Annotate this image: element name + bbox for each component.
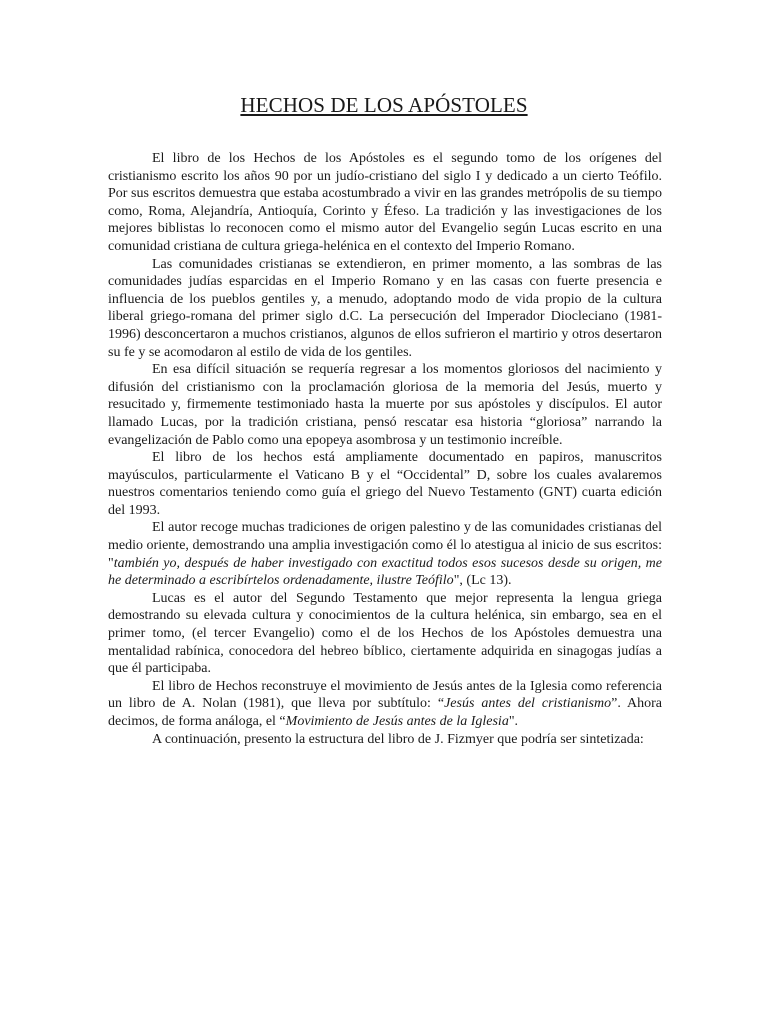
paragraph-8: A continuación, presento la estructura del libro de J. Fizmyer que podría ser sintetizada: (152, 731, 644, 747)
paragraph-2: Las comunidades cristianas se extendieron, en primer momento, a las sombras de las comunidades judías esparcidas en el Imperio Romano y en las casas con fuerte presencia e influencia de los pueblos gentiles y, a menudo, adoptando modo de vida propio de la cultura liberal griego-romana del primer siglo d.C. La persecución del Imperador Diocleciano (1981-1996) desconcertaron a muchos cristianos, algunos de ellos sufrieron el martirio y otros desertaron su fe y se acomodaron al estilo de vida de los gentiles. (108, 256, 662, 360)
paragraph-5-citation: ", (Lc 13). (453, 573, 512, 589)
paragraph-5-text: El autor recoge muchas tradiciones de origen palestino y de las comunidades cristianas del medio oriente, demostrando una amplia investigación como él lo atestigua al inicio de sus escritos: " (108, 520, 662, 571)
paragraph-6: Lucas es el autor del Segundo Testamento que mejor representa la lengua griega demostrando su elevada cultura y conocimientos de la cultura helénica, sin embargo, sea en el primer tomo, (el tercer Evangelio) como el de los Hechos de los Apóstoles demuestra una mentalidad rabínica, conocedora del hebreo bíblico, ciertamente adquirida en sinagogas judías a que él participaba. (108, 590, 662, 677)
quotation-italic: también yo, después de haber investigado con exactitud todos esos sucesos desde su origen, me he determinado a escribírtelos ordenadamente, ilustre Teófilo (108, 555, 662, 589)
paragraph-1: El libro de los Hechos de los Apóstoles es el segundo tomo de los orígenes del cristianismo escrito los años 90 por un judío-cristiano del siglo I y dedicado a un cierto Teófilo. Por sus escritos demuestra que estaba acostumbrado a vivir en las grandes metrópolis de su tiempo como, Roma, Alejandría, Antioquía, Corinto y Éfeso. La tradición y las investigaciones de los mejores biblistas lo reconocen como el mismo autor del Evangelio según Lucas escrito en una comunidad cristiana de cultura griega-helénica en el contexto del Imperio Romano. (108, 151, 662, 254)
paragraph-7-end: ". (508, 714, 519, 729)
paragraph-7-text: El libro de Hechos reconstruye el movimiento de Jesús antes de la Iglesia como referencia un libro de A. Nolan (1981), que lleva por subtítulo: “ (108, 678, 662, 712)
paragraph-4: El libro de los hechos está ampliamente documentado en papiros, manuscritos mayúsculos, particularmente el Vaticano B y el “Occidental” D, sobre los cuales avalaremos nuestros comentarios teniendo como guía el griego del Nuevo Testamento (GNT) cuarta edición del 1993. (108, 450, 662, 518)
analogy-italic: Movimiento de Jesús antes de la Iglesia (285, 714, 509, 729)
paragraph-7-middle: ”. Ahora decimos, de forma análoga, el “ (108, 696, 662, 729)
paragraph-7 (108, 678, 662, 731)
document-title: HECHOS DE LOS APÓSTOLES (240, 93, 528, 117)
subtitle-italic: Jesús antes del cristianismo (444, 696, 612, 712)
paragraph-5 (108, 519, 662, 589)
paragraph-3: En esa difícil situación se requería regresar a los momentos gloriosos del nacimiento y difusión del cristianismo con la proclamación gloriosa de la memoria del Jesús, muerto y resucitado y, firmemente testimoniado hasta la muerte por sus apóstoles y discípulos. El autor llamado Lucas, por la tradición cristiana, pensó rescatar esa historia “gloriosa” narrando la evangelización de Pablo como una epopeya asombrosa y un testimonio increíble. (108, 362, 662, 448)
document-body (108, 150, 662, 748)
